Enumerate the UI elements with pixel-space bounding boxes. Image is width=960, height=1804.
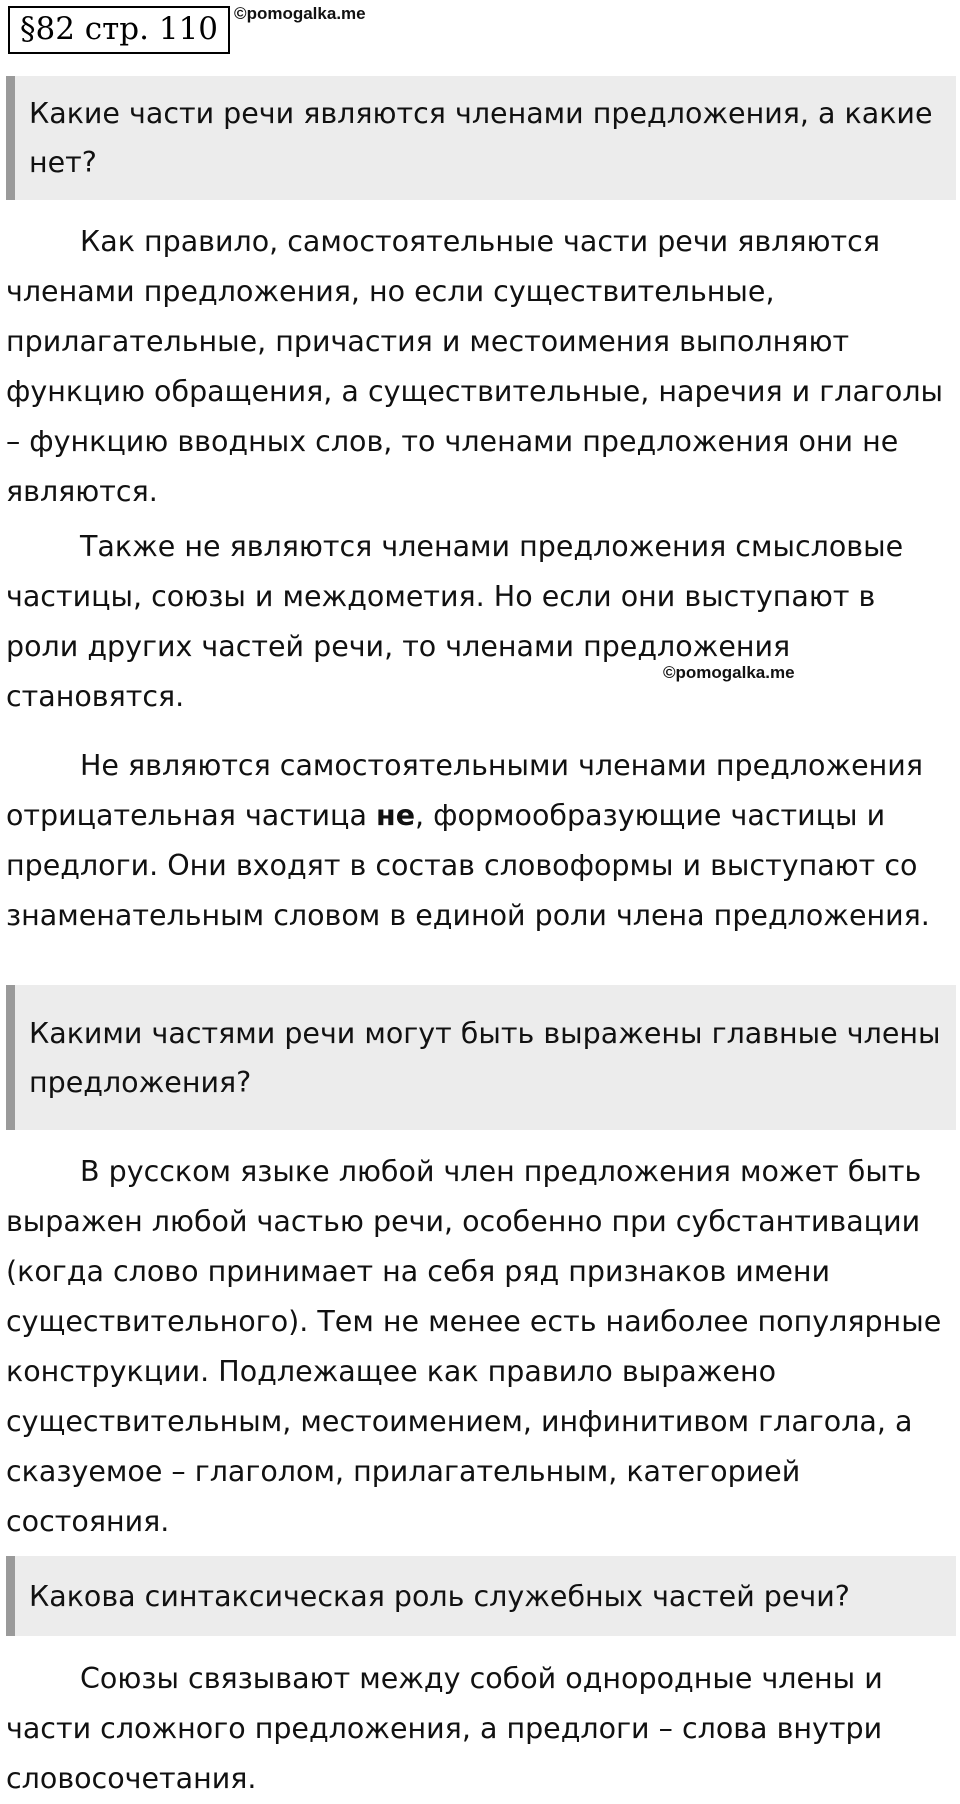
paragraph-3-before: Не являются самостоятельными членами предложения отрицательная частица [6, 749, 923, 832]
paragraph-3-bold: не [376, 799, 416, 832]
watermark: ©pomogalka.me [234, 4, 366, 23]
page-label: §82 стр. 110 [8, 6, 230, 54]
paragraph-3 [6, 741, 956, 941]
question-3 [6, 1556, 956, 1636]
watermark-middle: ©pomogalka.me [663, 663, 795, 682]
paragraph-5: Союзы связывают между собой однородные члены и части сложного предложения, а предлоги – слова внутри словосочетания. [6, 1662, 883, 1795]
question-2 [6, 985, 956, 1130]
page-header [8, 6, 366, 54]
paragraph-2: Также не являются членами предложения смысловые частицы, союзы и междометия. Но если они выступают в роли других частей речи, то членами предложения становятся. [6, 530, 904, 713]
paragraph-4: В русском языке любой член предложения может быть выражен любой частью речи, особенно при субстантивации (когда слово принимает на себя ряд признаков имени существительного). Тем не менее есть наиболее популярные конструкции. Подлежащее как правило выражено существительным, местоимением, инфинитивом глагола, а сказуемое – глаголом, прилагательным, категорией состояния. [6, 1155, 942, 1538]
question-1 [6, 76, 956, 200]
question-2-text: Какими частями речи могут быть выражены главные члены предложения? [29, 1016, 941, 1099]
paragraph-3-after: , формообразующие частицы и предлоги. Они входят в состав словоформы и выступают со знаменательным словом в единой роли члена предложения. [6, 799, 930, 932]
question-1-text: Какие части речи являются членами предложения, а какие нет? [29, 97, 933, 179]
question-3-text: Какова синтаксическая роль служебных частей речи? [29, 1579, 850, 1613]
paragraph-1: Как правило, самостоятельные части речи являются членами предложения, но если существительные, прилагательные, причастия и местоимения выполняют функцию обращения, а существительные, наречия и глаголы – функцию вводных слов, то членами предложения они не являются. [6, 225, 944, 508]
